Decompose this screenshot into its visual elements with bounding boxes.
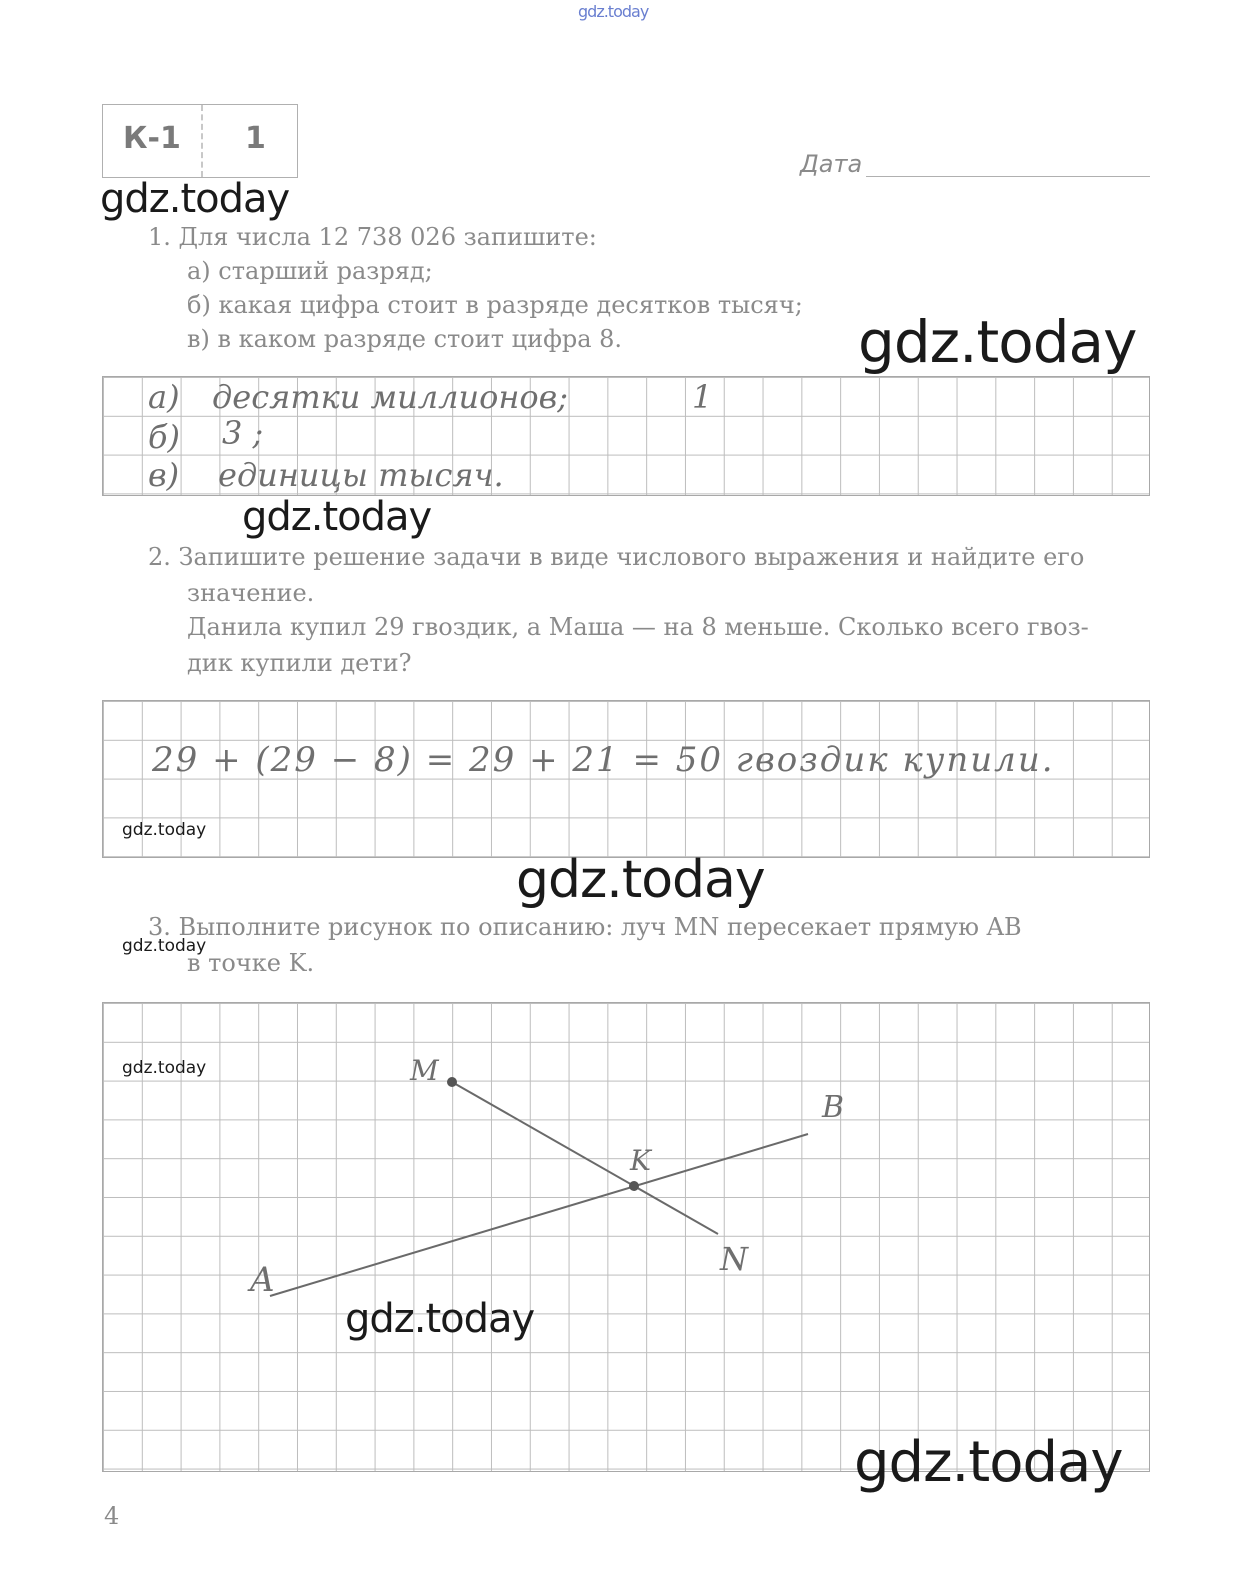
watermark: gdz.today xyxy=(516,850,765,910)
badge-work-number: К-1 xyxy=(123,121,181,156)
watermark: gdz.today xyxy=(345,1296,535,1342)
task1-item-b: б) какая цифра стоит в разряде десятков тысяч; xyxy=(187,291,803,319)
label-m: M xyxy=(410,1054,439,1087)
task2-line3: Данила купил 29 гвоздик, а Маша — на 8 меньше. Сколько всего гвоз- xyxy=(187,613,1089,641)
task3-line1: 3. Выполните рисунок по описанию: луч MN пересекает прямую AB xyxy=(148,913,1022,941)
watermark: gdz.today xyxy=(858,308,1137,376)
label-a: A xyxy=(250,1260,275,1300)
task2-line1: 2. Запишите решение задачи в виде числового выражения и найдите его xyxy=(148,543,1085,571)
watermark: gdz.today xyxy=(854,1430,1123,1495)
label-b: B xyxy=(822,1090,845,1125)
label-n: N xyxy=(720,1240,748,1278)
answer-b: 3 ; xyxy=(222,414,264,452)
answer-b-label: б) xyxy=(148,418,181,456)
answer-c-label: в) xyxy=(148,456,180,494)
task1-item-c: в) в каком разряде стоит цифра 8. xyxy=(187,325,623,353)
watermark: gdz.today xyxy=(122,820,207,840)
date-label: Дата xyxy=(800,150,863,178)
badge-variant-number: 1 xyxy=(245,121,266,156)
watermark-top: gdz.today xyxy=(578,2,649,21)
watermark: gdz.today xyxy=(122,936,207,956)
answer-a: десятки миллионов; xyxy=(212,378,569,416)
task2-line4: дик купили дети? xyxy=(187,649,412,677)
task3-line2: в точке K. xyxy=(187,949,315,977)
task2-answer: 29 + (29 − 8) = 29 + 21 = 50 гвоздик купили. xyxy=(152,740,1055,780)
answer-a-label: а) xyxy=(148,378,180,416)
point-k xyxy=(629,1181,639,1191)
label-k: K xyxy=(630,1144,651,1177)
task2-line2: значение. xyxy=(187,579,315,607)
answer-c: единицы тысяч. xyxy=(218,456,504,494)
point-m xyxy=(447,1077,457,1087)
watermark: gdz.today xyxy=(100,176,290,222)
task1-title: 1. Для числа 12 738 026 запишите: xyxy=(148,223,597,251)
watermark: gdz.today xyxy=(122,1058,207,1078)
page-number: 4 xyxy=(104,1502,120,1530)
ray-mn xyxy=(452,1082,718,1234)
task1-item-a: а) старший разряд; xyxy=(187,257,433,285)
answer-a-extra: 1 xyxy=(692,378,713,416)
watermark: gdz.today xyxy=(242,494,432,540)
